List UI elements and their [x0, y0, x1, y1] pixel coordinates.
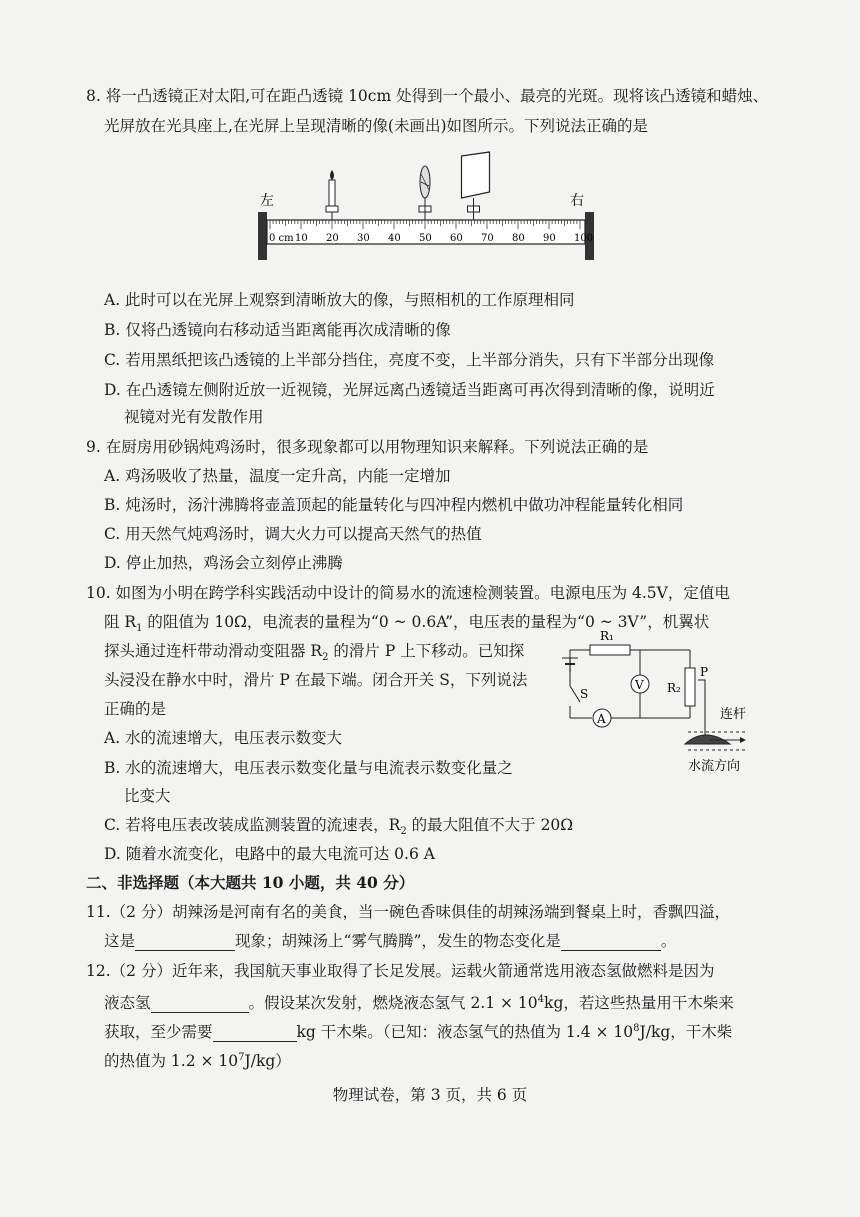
ammeter-label: A [597, 712, 606, 726]
flow-direction-label: 水流方向 [688, 759, 741, 774]
bench-left-label: 左 [260, 193, 274, 209]
ruler-tick-label: 20 [326, 233, 339, 244]
voltmeter-label: V [635, 678, 644, 692]
q11-line1: 11.（2 分）胡辣汤是河南有名的美食，当一碗色香味俱佳的胡辣汤端到餐桌上时，香飘四溢， [86, 903, 730, 921]
q10-option-b-line1: B. 水的流速增大，电压表示数变化量与电流表示数变化量之 [104, 759, 513, 777]
ruler-tick-label: 90 [543, 233, 556, 244]
q12-line1: 12.（2 分）近年来，我国航天事业取得了长足发展。运载火箭通常选用液态氢做燃料是因为 [86, 962, 715, 980]
q10-option-b-line2: 比变大 [124, 787, 171, 805]
light-screen [462, 152, 490, 220]
q12-line4: 的热值为 $1.2 \times 10^7J/kg$） [104, 1052, 291, 1071]
page-footer: 物理试卷，第 3 页，共 6 页 [332, 1086, 528, 1104]
ruler-tick-label: 70 [481, 233, 494, 244]
q10-stem-line5: 正确的是 [104, 700, 167, 718]
q12-blank-1[interactable] [151, 996, 249, 1013]
ruler-tick-label: 30 [357, 233, 370, 244]
q8-option-d-line2: 视镜对光有发散作用 [124, 408, 264, 426]
q8-option-d-line1: D. 在凸透镜左侧附近放一近视镜，光屏远离凸透镜适当距离可再次得到清晰的像，说明近 [104, 381, 715, 399]
ruler-tick-label: 40 [388, 233, 401, 244]
q8-option-a: A. 此时可以在光屏上观察到清晰放大的像，与照相机的工作原理相同 [104, 291, 575, 309]
candle [326, 170, 338, 220]
q8-option-c: C. 若用黑纸把该凸透镜的上半部分挡住，亮度不变，上半部分消失，只有下半部分出现像 [104, 351, 715, 369]
q11-line2: 这是 现象；胡辣汤上“雾气腾腾”，发生的物态变化是 。 [104, 932, 677, 950]
q8-optical-bench-figure [240, 150, 620, 265]
convex-lens [419, 166, 431, 220]
q10-stem-line4: 头浸没在静水中时，滑片 P 在最下端。闭合开关 S，下列说法 [104, 671, 528, 689]
resistor-r2 [685, 668, 695, 706]
q9-stem: 9. 在厨房用砂锅炖鸡汤时，很多现象都可以用物理知识来解释。下列说法正确的是 [86, 438, 649, 456]
bench-right-label: 右 [570, 193, 584, 209]
ruler-tick-label: 100 [574, 233, 594, 244]
q10-stem-line2: 阻 $R_1$ 的阻值为 10Ω，电流表的量程为“0 ~ 0.6A”，电压表的量程为“0 ~ 3V”，机翼状 [104, 613, 710, 635]
section-2-title: 二、非选择题（本大题共 10 小题，共 40 分） [86, 873, 415, 892]
q10-option-c: C. 若将电压表改装成监测装置的流速表，$R_2$ 的最大阻值不大于 20Ω [104, 816, 574, 838]
ruler-tick-label: 10 [295, 233, 308, 244]
q9-option-b: B. 炖汤时，汤汁沸腾将壶盖顶起的能量转化与四冲程内燃机中做功冲程能量转化相同 [104, 496, 684, 514]
ruler-tick-label: 50 [419, 233, 432, 244]
r1-label: R₁ [600, 629, 614, 643]
q11-blank-1[interactable] [135, 934, 235, 951]
q8-stem-line2: 光屏放在光具座上,在光屏上呈现清晰的像(未画出)如图所示。下列说法正确的是 [104, 117, 649, 135]
p-label: P [700, 665, 709, 679]
q9-option-d: D. 停止加热，鸡汤会立刻停止沸腾 [104, 554, 343, 572]
resistor-r1 [590, 645, 630, 655]
q8-option-b: B. 仅将凸透镜向右移动适当距离能再次成清晰的像 [104, 321, 451, 339]
q11-blank-2[interactable] [561, 934, 661, 951]
rod-label: 连杆 [720, 707, 747, 722]
q9-option-c: C. 用天然气炖鸡汤时，调大火力可以提高天然气的热值 [104, 525, 482, 543]
ruler-tick-label: 80 [512, 233, 525, 244]
q10-stem-line3: 探头通过连杆带动滑动变阻器 $R_2$ 的滑片 P 上下移动。已知探 [104, 642, 525, 664]
q12-line2: 液态氢 。假设某次发射，燃烧液态氢气 $2.1 \times 10^4kg$，若这些热量用干木柴来 [104, 994, 734, 1013]
q8-stem-line1: 8. 将一凸透镜正对太阳,可在距凸透镜 10cm 处得到一个最小、最亮的光斑。现将该凸透镜和蜡烛、 [86, 87, 769, 105]
ruler-tick-label: 0 cm [269, 233, 294, 244]
r2-label: R₂ [667, 681, 681, 695]
q10-option-a: A. 水的流速增大，电压表示数变大 [104, 729, 343, 747]
q12-line3: 获取，至少需要 kg 干木柴。（已知：液态氢气的热值为 $1.4 \times 10^8J/kg$，干木柴 [104, 1023, 733, 1042]
q10-circuit-figure [560, 629, 760, 780]
q10-option-d: D. 随着水流变化，电路中的最大电流可达 0.6 A [104, 845, 435, 863]
switch-label: S [580, 687, 589, 701]
q9-option-a: A. 鸡汤吸收了热量，温度一定升高，内能一定增加 [104, 467, 451, 485]
ruler-tick-label: 60 [450, 233, 463, 244]
q12-blank-2[interactable] [213, 1025, 297, 1042]
q10-stem-line1: 10. 如图为小明在跨学科实践活动中设计的简易水的流速检测装置。电源电压为 4.5V，定值电 [86, 584, 730, 602]
